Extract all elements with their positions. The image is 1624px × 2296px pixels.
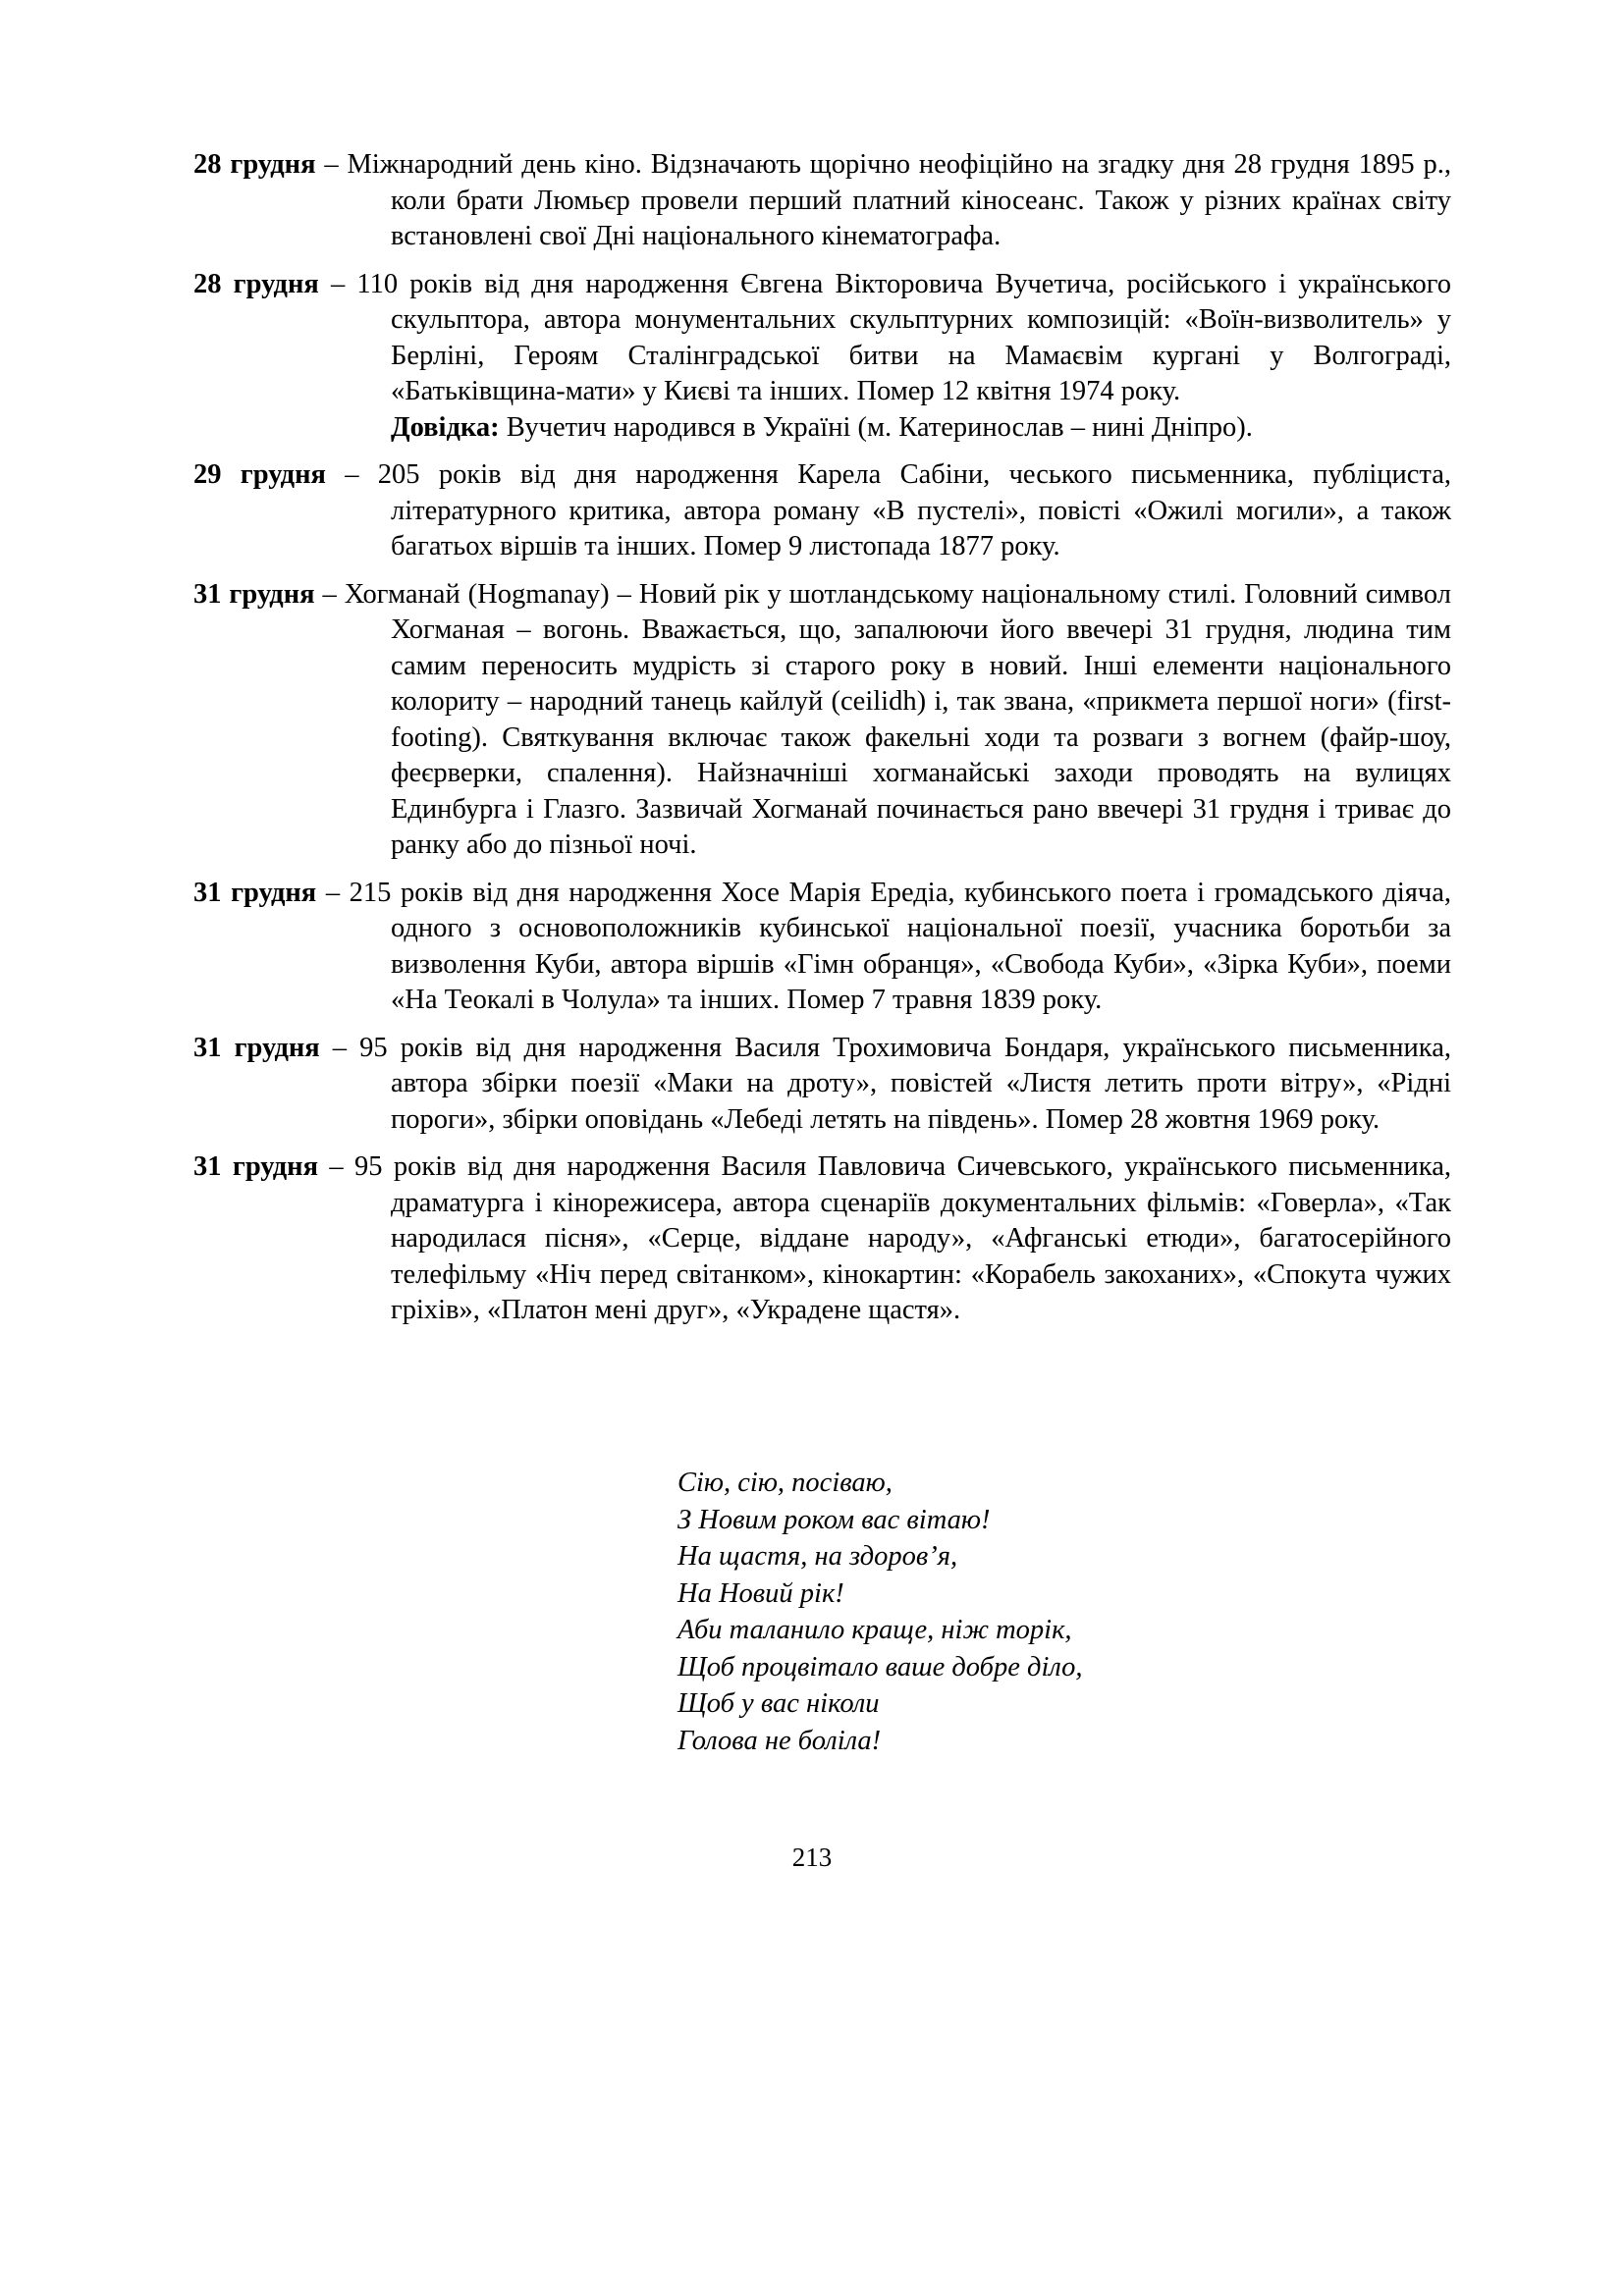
entry-date: 31 грудня (193, 877, 317, 908)
entry-text: – 95 років від дня народження Василя Павловича Сичевського, українського письменника, драматурга і кінорежисера, автора сценаріїв документальних фільмів: «Говерла», «Так народилася пісня», «Серце, віддане народу», «Афганські етюди», багатосерійного телефільму «Ніч перед світанком», кінокартин: «Корабель закоханих», «Спокута чужих гріхів», «Платон мені друг», «Украдене щастя». (318, 1151, 1451, 1325)
entry-text: – 205 років від дня народження Карела Сабіни, чеського письменника, публіциста, літературного критика, автора роману «В пустелі», повісті «Ожилі могили», а також багатьох віршів та інших. Помер 9 листопада 1877 року. (325, 459, 1451, 561)
entry-date: 29 грудня (193, 459, 326, 490)
entry-text: – Хогманай (Hogmanay) – Новий рік у шотландському національному стилі. Головний символ Хогманая – вогонь. Вважається, що, запалюючи його ввечері 31 грудня, людина тим самим переносить мудрість зі старого року в новий. Інші елементи національного колориту – народний танець кайлуй (ceilidh) і, так звана, «прикмета першої ноги» (first-footing). Святкування включає також факельні ходи та розваги з вогнем (файр-шоу, феєрверки, спалення). Найзначніші хогманайські заходи проводять на вулицях Единбурга і Глазго. Зазвичай Хогманай починається рано ввечері 31 грудня і триває до ранку або до пізньої ночі. (314, 578, 1451, 860)
poem-line: Щоб у вас ніколи (677, 1688, 880, 1719)
calendar-entry (193, 457, 1451, 565)
entry-date: 31 грудня (193, 1032, 320, 1063)
entry-text: – 215 років від дня народження Хосе Марія Ередіа, кубинського поета і громадського діяча, одного з основоположників кубинської національної поезії, учасника боротьби за визволення Куби, автора віршів «Гімн обранця», «Свобода Куби», «Зірка Куби», поеми «На Теокалі в Чолула» та інших. Помер 7 травня 1839 року. (316, 877, 1451, 1015)
poem-line: Сію, сію, посіваю, (677, 1468, 893, 1498)
page-number: 213 (791, 1842, 833, 1872)
entry-date: 31 грудня (193, 578, 315, 610)
calendar-entry (193, 267, 1451, 447)
note-label: Довідка: (391, 411, 500, 443)
poem-line: Голова не боліла! (677, 1725, 882, 1756)
entry-note (391, 410, 1451, 447)
entry-text: – 110 років від дня народження Євгена Вікторовича Вучетича, російського і українського скульптора, автора монументальних скульптурних композицій: «Воїн-визволитель» у Берліні, Героям Сталінградської битви на Мамаєвім кургані у Волгограді, «Батьківщина-мати» у Києві та інших. Помер 12 квітня 1974 року. (318, 268, 1451, 406)
calendar-entry (193, 1149, 1451, 1329)
poem-line: Аби таланило краще, ніж торік, (677, 1615, 1072, 1645)
calendar-entry (193, 1031, 1451, 1139)
calendar-entry (193, 147, 1451, 255)
new-year-poem (677, 1465, 1083, 1759)
note-text: Вучетич народився в Україні (м. Катеринослав – нині Дніпро). (499, 411, 1253, 443)
calendar-entry (193, 876, 1451, 1019)
calendar-entries (193, 147, 1451, 1341)
poem-line: На щастя, на здоров’я, (677, 1541, 958, 1572)
entry-date: 31 грудня (193, 1151, 318, 1182)
poem-line: Щоб процвітало ваше добре діло, (677, 1651, 1083, 1682)
entry-text: – Міжнародний день кіно. Відзначають щорічно неофіційно на згадку дня 28 грудня 1895 р., коли брати Люмьєр провели перший платний кіносеанс. Також у різних країнах світу встановлені свої Дні національного кінематографа. (315, 149, 1451, 251)
calendar-entry (193, 577, 1451, 864)
poem-line: На Новий рік! (677, 1577, 844, 1609)
entry-text: – 95 років від дня народження Василя Трохимовича Бондаря, українського письменника, автора збірки поезії «Маки на дроту», повістей «Листя летить проти вітру», «Рідні пороги», збірки оповідань «Лебеді летять на південь». Помер 28 жовтня 1969 року. (319, 1032, 1451, 1135)
entry-date: 28 грудня (193, 149, 316, 180)
poem-line: З Новим роком вас вітаю! (677, 1504, 991, 1535)
entry-date: 28 грудня (193, 268, 319, 299)
